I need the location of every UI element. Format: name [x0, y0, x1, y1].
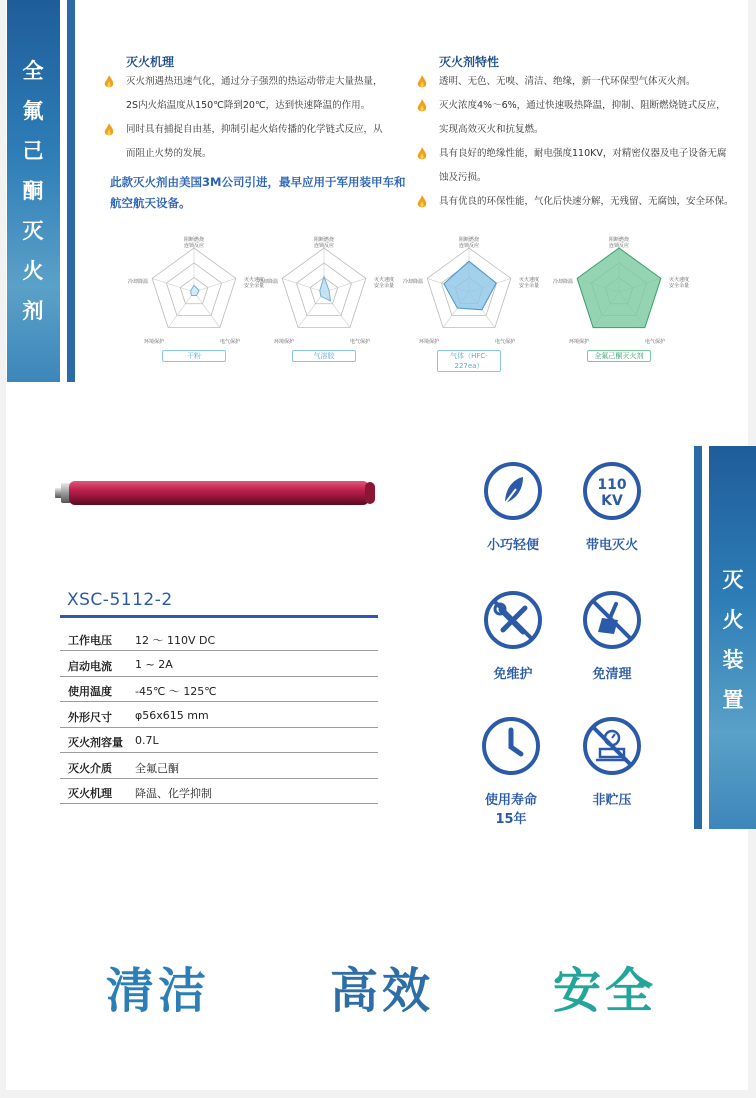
radar-axis-label: 安全余量: [374, 283, 395, 289]
radar-axis: [282, 278, 324, 292]
feature-line: 具有良好的绝缘性能，耐电强度110KV，对精密仪器及电子设备无腐: [439, 148, 727, 159]
clock-icon: [481, 716, 541, 776]
radar-axis: [298, 292, 324, 328]
feature-label: 小巧轻便: [486, 538, 539, 553]
mechanism-line: 同时具有捕捉自由基，抑制引起火焰传播的化学链式反应，从: [126, 124, 383, 135]
model-divider: [60, 615, 378, 618]
feature-line: 具有优良的环保性能，气化后快速分解，无残留、无腐蚀，安全环保。: [439, 196, 734, 207]
mechanism-line: 而阻止火势的发展。: [126, 148, 212, 159]
radar-axis: [168, 292, 194, 328]
origin-note-line: 航空航天设备。: [110, 196, 191, 210]
110kv-icon: [582, 461, 642, 521]
banner-char: 装: [722, 648, 744, 672]
radar-axis-label: 灭火速度: [374, 277, 395, 283]
banner-char: 火: [722, 608, 744, 632]
feather-icon: [483, 461, 543, 521]
spec-value: φ56x615 mm: [135, 708, 209, 722]
spec-value: 0.7L: [135, 734, 159, 747]
feature-item: [415, 142, 745, 190]
banner-char: 火: [22, 259, 44, 283]
radar-axis-label: 电气保护: [349, 339, 371, 345]
spec-row: [60, 677, 378, 702]
radar-axis: [324, 278, 366, 292]
radar-chart: [257, 232, 410, 362]
radar-axis-label: 连锁反应: [313, 243, 335, 249]
radar-series: [320, 277, 331, 301]
flame-icon: [104, 75, 114, 89]
radar-axis: [152, 278, 194, 292]
banner-char: 全: [22, 59, 44, 83]
spec-row: [60, 728, 378, 753]
features-list: [415, 70, 745, 214]
radar-axis-label: 电气保护: [219, 339, 241, 345]
spec-value: 1 ~ 2A: [135, 657, 173, 671]
extinguisher-tube-image: [55, 478, 377, 508]
radar-series: [577, 248, 661, 328]
spec-value: 全氟己酮: [135, 761, 179, 775]
feature-label: 免清理: [592, 667, 632, 682]
radar-axis-label: 安全余量: [519, 283, 540, 289]
spec-key: 使用温度: [68, 685, 112, 698]
spec-value: 12 ～ 110V DC: [135, 634, 216, 647]
feature-item: [415, 70, 745, 94]
spec-row: [60, 626, 378, 651]
banner-char: 灭: [722, 568, 744, 592]
radar-series-label: 干粉: [162, 350, 226, 362]
feature-light: [468, 461, 558, 555]
radar-axis-label: 阻断燃烧: [313, 237, 335, 243]
radar-axis-label: 阻断燃烧: [183, 237, 205, 243]
model-number: XSC-5112-2: [67, 590, 173, 610]
radar-axis-label: 灭火速度: [669, 277, 690, 283]
spec-key: 外形尺寸: [68, 710, 112, 724]
feature-line: 灭火浓度4%～6%，通过快速吸热降温，抑制、阻断燃烧链式反应，: [439, 100, 726, 111]
feature-no-cleaning: [567, 590, 657, 684]
spec-key: 启动电流: [68, 659, 112, 673]
spec-row: [60, 703, 378, 728]
radar-series-label: 气溶胶: [292, 350, 356, 362]
radar-series: [444, 261, 496, 310]
radar-axis-label: 环境保护: [273, 339, 295, 345]
feature-label: 免维护: [493, 667, 533, 682]
radar-axis-label: 灭火速度: [244, 277, 265, 283]
feature-no-maintenance: [468, 590, 558, 684]
radar-axis-label: 连锁反应: [183, 243, 205, 249]
radar-chart: [552, 232, 705, 362]
feature-lifespan: [466, 716, 556, 829]
no-maintenance-icon: [483, 590, 543, 650]
spec-key: 灭火介质: [68, 761, 112, 775]
features-title: 灭火剂特性: [439, 55, 500, 69]
spec-row: [60, 779, 378, 804]
origin-note-line: 此款灭火剂由美国3M公司引进，最早应用于军用装甲车和: [110, 175, 406, 189]
feature-line: 透明、无色、无嗅、清洁、绝缘，新一代环保型气体灭火剂。: [439, 76, 696, 87]
slogan-safe: 安全: [553, 963, 658, 1019]
radar-axis-label: 环境保护: [568, 339, 590, 345]
banner-char: 剂: [22, 299, 44, 323]
feature-item: [415, 190, 745, 214]
feature-label: 带电灭火: [585, 538, 638, 553]
radar-axis-label: 冷却降温: [552, 279, 573, 285]
banner-char: 己: [22, 139, 44, 163]
radar-axis-label: 环境保护: [143, 339, 165, 345]
radar-chart: [402, 232, 555, 370]
banner-char: 置: [722, 688, 744, 712]
radar-series-label: 气体（HFC-227ea）: [437, 350, 501, 372]
no-cleaning-icon: [582, 590, 642, 650]
radar-axis-label: 灭火速度: [519, 277, 540, 283]
icon-text: 110: [597, 477, 627, 493]
origin-note: [110, 172, 410, 214]
left-banner-text: [16, 51, 50, 331]
radar-axis-label: 连锁反应: [608, 243, 630, 249]
spec-value: 降温、化学抑制: [135, 787, 212, 800]
flame-icon: [417, 195, 427, 209]
slogan-clean: 清洁: [106, 963, 211, 1019]
spec-value: -45℃ ～ 125℃: [135, 685, 217, 698]
radar-axis-label: 冷却降温: [127, 279, 148, 285]
radar-series-label: 全氟己酮灭火剂: [587, 350, 651, 362]
radar-axis-label: 连锁反应: [458, 243, 480, 249]
banner-char: 灭: [22, 219, 44, 243]
mechanism-item: [102, 118, 407, 166]
radar-axis-label: 电气保护: [644, 339, 666, 345]
radar-axis-label: 环境保护: [418, 339, 440, 345]
no-pressure-icon: [582, 716, 642, 776]
feature-item: [415, 94, 745, 142]
radar-axis-label: 电气保护: [494, 339, 516, 345]
slogan-efficient: 高效: [330, 963, 435, 1019]
radar-axis-label: 冷却降温: [257, 279, 278, 285]
right-banner-text: [716, 560, 750, 720]
feature-label: 使用寿命15年: [484, 793, 537, 827]
icon-text: KV: [601, 493, 623, 509]
flame-icon: [417, 99, 427, 113]
feature-line: 实现高效灭火和抗复燃。: [439, 124, 544, 135]
left-banner-stripe: [67, 0, 75, 382]
feature-live-fire: [567, 461, 657, 555]
radar-axis-label: 冷却降温: [402, 279, 423, 285]
spec-key: 灭火机理: [68, 787, 112, 800]
right-banner-stripe: [694, 446, 702, 829]
feature-label: 非贮压: [592, 793, 632, 808]
radar-series: [191, 285, 199, 295]
banner-char: 氟: [22, 99, 44, 123]
banner-char: 酮: [22, 179, 44, 203]
radar-axis: [194, 278, 236, 292]
feature-non-pressurized: [567, 716, 657, 810]
mechanism-line: 2S内火焰温度从150℃降到20℃，达到快速降温的作用。: [126, 100, 371, 111]
flame-icon: [417, 75, 427, 89]
radar-axis: [194, 292, 220, 328]
mechanism-list: [102, 70, 407, 166]
spec-key: 工作电压: [68, 634, 112, 647]
mechanism-title: 灭火机理: [126, 55, 175, 69]
spec-key: 灭火剂容量: [68, 736, 123, 749]
feature-line: 蚀及污损。: [439, 172, 487, 183]
radar-axis-label: 安全余量: [669, 283, 690, 289]
spec-row: [60, 754, 378, 779]
radar-axis-label: 安全余量: [244, 283, 265, 289]
radar-axis-label: 阻断燃烧: [608, 237, 630, 243]
flame-icon: [104, 123, 114, 137]
mechanism-line: 灭火剂遇热迅速气化，通过分子强烈的热运动带走大量热量，: [126, 76, 383, 87]
flame-icon: [417, 147, 427, 161]
radar-chart: [127, 232, 280, 362]
spec-row: [60, 652, 378, 677]
mechanism-item: [102, 70, 407, 118]
radar-axis-label: 阻断燃烧: [458, 237, 480, 243]
